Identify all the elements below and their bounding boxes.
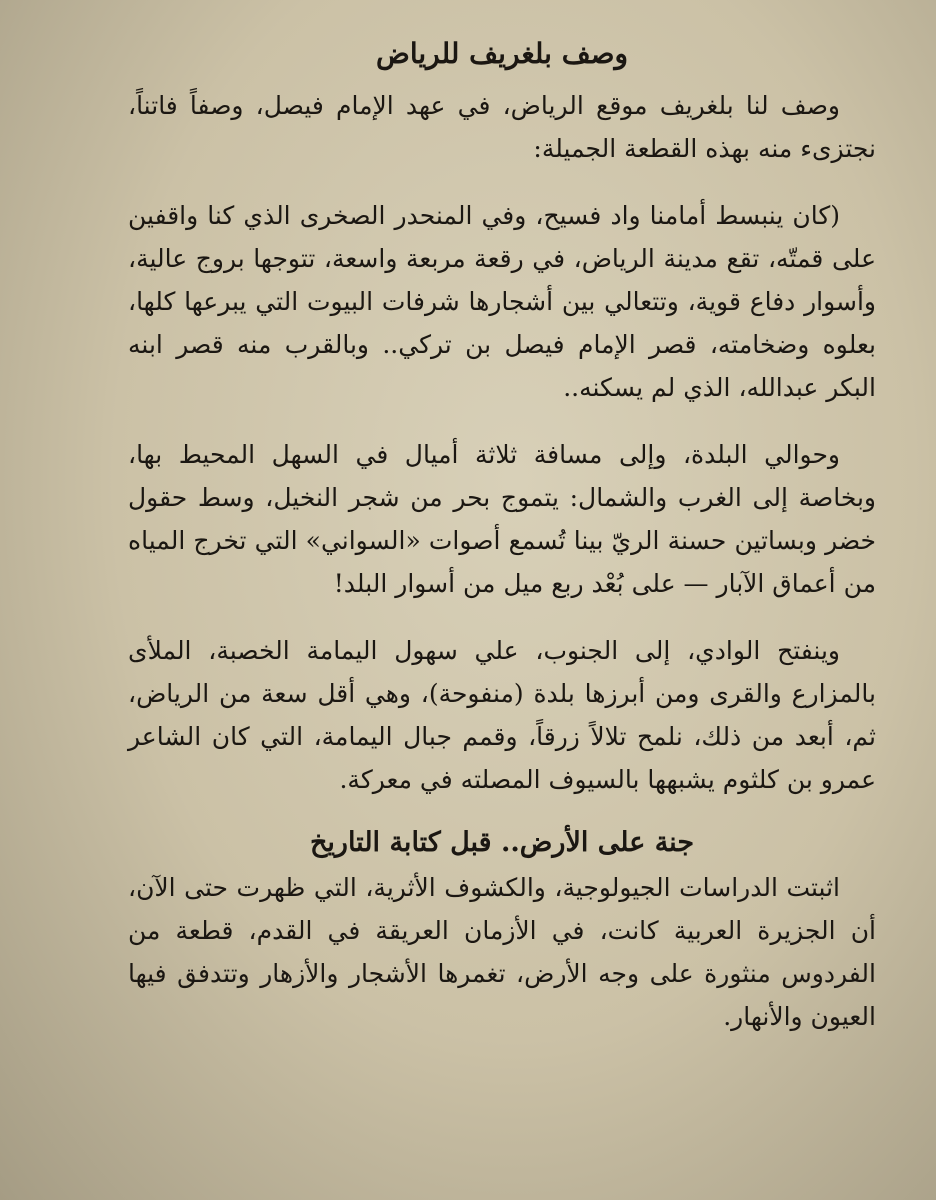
paragraph-quote-city: (كان ينبسط أمامنا واد فسيح، وفي المنحدر الصخرى الذي كنا واقفين على قمتّه، تقع مدينة الرياض، في رقعة مربعة واسعة، تتوجها بروج عالية، وأسوار دفاع قوية، وتتعالي بين أشجارها شرفات البيوت التي يبرعها كلها، بعلوه وضخامته، قصر الإمام فيصل بن تركي.. وبالقرب منه قصر ابنه البكر عبدالله، الذي لم يسكنه.. — [128, 201, 876, 403]
section-subtitle: جنة على الأرض.. قبل كتابة التاريخ — [309, 827, 695, 859]
paragraph-quote-palms: وحوالي البلدة، وإلى مسافة ثلاثة أميال في السهل المحيط بها، وبخاصة إلى الغرب والشمال: يتموج بحر من شجر النخيل، وسط حقول خضر وبساتين حسنة الريّ بينا تُسمع أصوات «السواني» التي تخرج المياه من أعماق الآبار — على بُعْد ربع ميل من أسوار البلد! — [128, 440, 876, 599]
paragraph-geology: اثبتت الدراسات الجيولوجية، والكشوف الأثرية، التي ظهرت حتى الآن، أن الجزيرة العربية كانت، في الأزمان العريقة في القدم، قطعة من الفردوس منثورة على وجه الأرض، تغمرها الأشجار والأزهار وتتدفق فيها العيون والأنهار. — [128, 873, 876, 1032]
section-title: وصف بلغريف للرياض — [376, 37, 628, 70]
paragraph-intro: وصف لنا بلغريف موقع الرياض، في عهد الإمام فيصل، وصفاً فاتناً، نجتزىء منه بهذه القطعة الجميلة: — [128, 91, 876, 164]
paragraph-quote-valley: وينفتح الوادي، إلى الجنوب، علي سهول اليمامة الخصبة، الملأى بالمزارع والقرى ومن أبرزها بلدة (منفوحة)، وهي أقل سعة من الرياض، ثم، أبعد من ذلك، نلمح تلالاً زرقاً، وقمم جبال اليمامة، التي كان الشاعر عمرو بن كلثوم يشبهها بالسيوف المصلته في معركة. — [128, 636, 876, 795]
